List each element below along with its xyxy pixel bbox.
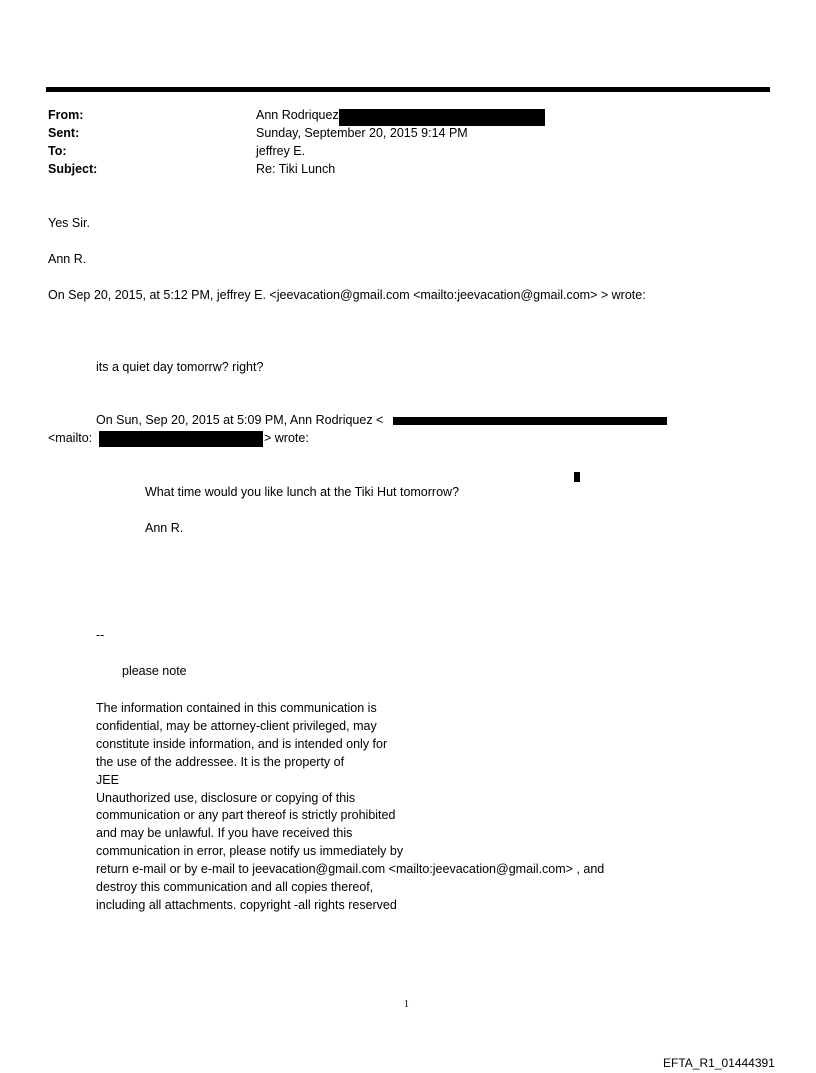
disclaimer-line: destroy this communication and all copies thereof,	[96, 880, 374, 895]
disclaimer-line: return e-mail or by e-mail to jeevacation@gmail.com <mailto:jeevacation@gmail.com> , and	[96, 862, 605, 877]
disclaimer-block	[96, 700, 604, 915]
header-rule	[46, 87, 770, 92]
mailto-prefix: <mailto:	[48, 431, 93, 445]
quoted-signature-2: Ann R.	[145, 521, 184, 535]
to-value: jeffrey E.	[256, 144, 306, 158]
reply-signature: Ann R.	[48, 252, 87, 266]
sent-value: Sunday, September 20, 2015 9:14 PM	[256, 126, 468, 140]
disclaimer-line: the use of the addressee. It is the property of	[96, 754, 345, 769]
from-label: From:	[48, 108, 84, 122]
disclaimer-line: constitute inside information, and is intended only for	[96, 736, 388, 751]
disclaimer-line: communication or any part thereof is strictly prohibited	[96, 808, 396, 823]
wrote-text: > wrote:	[264, 431, 309, 445]
page-number: 1	[404, 999, 409, 1010]
disclaimer-line: and may be unlawful. If you have received this	[96, 826, 353, 841]
redaction-mark	[574, 472, 580, 482]
disclaimer-line: confidential, may be attorney-client privileged, may	[96, 718, 377, 733]
disclaimer-line: The information contained in this communication is	[96, 701, 377, 715]
disclaimer-line: including all attachments. copyright -all rights reserved	[96, 897, 397, 912]
quoted-body: its a quiet day tomorrw? right?	[96, 360, 264, 374]
subject-value: Re: Tiki Lunch	[256, 162, 336, 176]
signature-dashes: --	[96, 628, 105, 642]
disclaimer-line: Unauthorized use, disclosure or copying of this	[96, 790, 356, 805]
sent-label: Sent:	[48, 126, 80, 140]
to-label: To:	[48, 144, 67, 158]
quoted-attribution-2: On Sun, Sep 20, 2015 at 5:09 PM, Ann Rodriquez <	[96, 413, 384, 427]
subject-label: Subject:	[48, 162, 98, 176]
redaction-box	[99, 431, 263, 447]
document-id: EFTA_R1_01444391	[663, 1056, 775, 1070]
redaction-box	[393, 417, 667, 425]
quoted-body-2: What time would you like lunch at the Tiki Hut tomorrow?	[145, 485, 460, 499]
disclaimer-line: communication in error, please notify us immediately by	[96, 844, 404, 859]
from-value: Ann Rodriquez	[256, 108, 339, 122]
disclaimer-line: JEE	[96, 772, 119, 787]
reply-line: Yes Sir.	[48, 216, 90, 230]
please-note: please note	[122, 664, 187, 678]
quoted-attribution: On Sep 20, 2015, at 5:12 PM, jeffrey E. <jeevacation@gmail.com <mailto:jeevacation@gmail.com> > wrote:	[48, 288, 646, 302]
redaction-box	[339, 109, 545, 126]
